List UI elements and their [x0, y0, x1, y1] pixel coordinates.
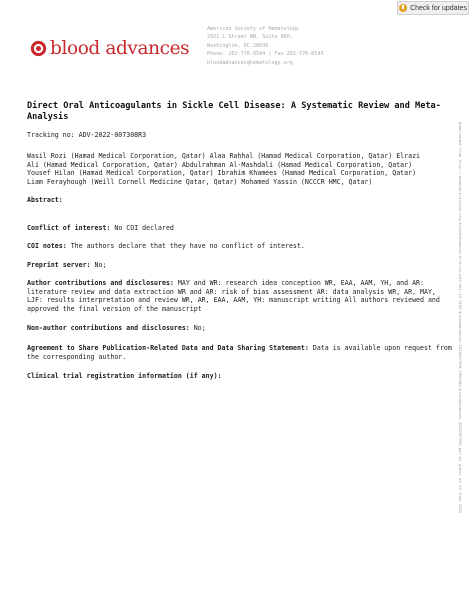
coi-notes-value: The authors declare that they have no conflict of interest.	[70, 242, 305, 250]
update-badge-icon	[399, 4, 407, 12]
download-watermark: Downloaded from http://ashpublications.org/bloodadvances/article-pdf/doi/10.1182/bloodadvances.2022007308/1906484/bloodadvances.2022007308.pdf by guest on 29 June 2022	[458, 122, 463, 514]
author-line: Liam Ferayhough (Weill Cornell Medicine Qatar, Qatar) Mohamed Yassin (NCCCR HMC, Qatar)	[27, 177, 373, 186]
society-line: Phone: 202-776-0544 | Fax 202-776-0545	[207, 51, 324, 58]
coi-notes-label: COI notes:	[27, 242, 67, 250]
data-sharing-label: Agreement to Share Publication-Related Data and Data Sharing Statement:	[27, 344, 309, 352]
non-author-section	[27, 324, 452, 333]
clinical-trial-section	[27, 372, 452, 381]
logo-text: blood advances	[50, 38, 190, 59]
society-address-block	[207, 25, 324, 67]
preprint-label: Preprint server:	[27, 261, 91, 269]
non-author-value: No;	[193, 324, 206, 332]
author-line: Ali (Hamad Medical Corporation, Qatar) Abdulrahman Al-Mashdali (Hamad Medical Corporation, Qatar)	[27, 160, 413, 169]
clinical-trial-label: Clinical trial registration information (if any):	[27, 372, 222, 380]
abstract-label: Abstract:	[27, 196, 63, 204]
blood-drop-logo-icon	[30, 40, 47, 57]
abstract-section	[27, 196, 452, 205]
society-line: American Society of Hematology	[207, 26, 300, 32]
author-list	[27, 152, 452, 186]
author-contributions-section	[27, 279, 452, 313]
coi-value: No COI declared	[114, 224, 174, 232]
article-title: Direct Oral Anticoagulants in Sickle Cell Disease: A Systematic Review and Meta-Analysis	[27, 101, 441, 122]
preprint-value: No;	[94, 261, 107, 269]
author-contributions-label: Author contributions and disclosures:	[27, 279, 174, 287]
society-line: Washington, DC 20036	[207, 42, 269, 49]
check-for-updates-label: Check for updates	[410, 4, 467, 12]
check-for-updates-button[interactable]	[397, 1, 469, 15]
author-line: Yousef Hilan (Hamad Medical Corporation, Qatar) Ibrahim Khamees (Hamad Medical Corporation, Qatar)	[27, 169, 417, 177]
author-contributions-value: MAY and WR: research idea conception WR, EAA, AAM, YH, and AR: literature review and data extraction WR and AR: risk of bias assessment AR: data analysis WR, AR, MAY, LJF: results interpretation and review WR, AR, EAA, AAM, YH: manuscript writing All authors reviewed and approved the final version of the manuscript	[27, 279, 440, 313]
non-author-label: Non-author contributions and disclosures:	[27, 324, 190, 332]
coi-section	[27, 224, 452, 233]
preprint-section	[27, 261, 452, 270]
society-line: bloodadvances@hematology.org	[207, 59, 293, 66]
tracking-number: Tracking no: ADV-2022-007308R3	[27, 131, 147, 139]
society-line: 2021 L Street NW, Suite 900,	[207, 34, 293, 41]
blood-advances-logo	[30, 38, 189, 59]
data-sharing-value: Data is available upon request from the corresponding author.	[27, 344, 452, 361]
coi-notes-section	[27, 242, 452, 251]
data-sharing-section	[27, 344, 452, 361]
author-line: Wasil Rozi (Hamad Medical Corporation, Qatar) Alaa Rahhal (Hamad Medical Corporation, Qatar) Elrazi	[27, 152, 421, 160]
coi-label: Conflict of interest:	[27, 224, 111, 232]
